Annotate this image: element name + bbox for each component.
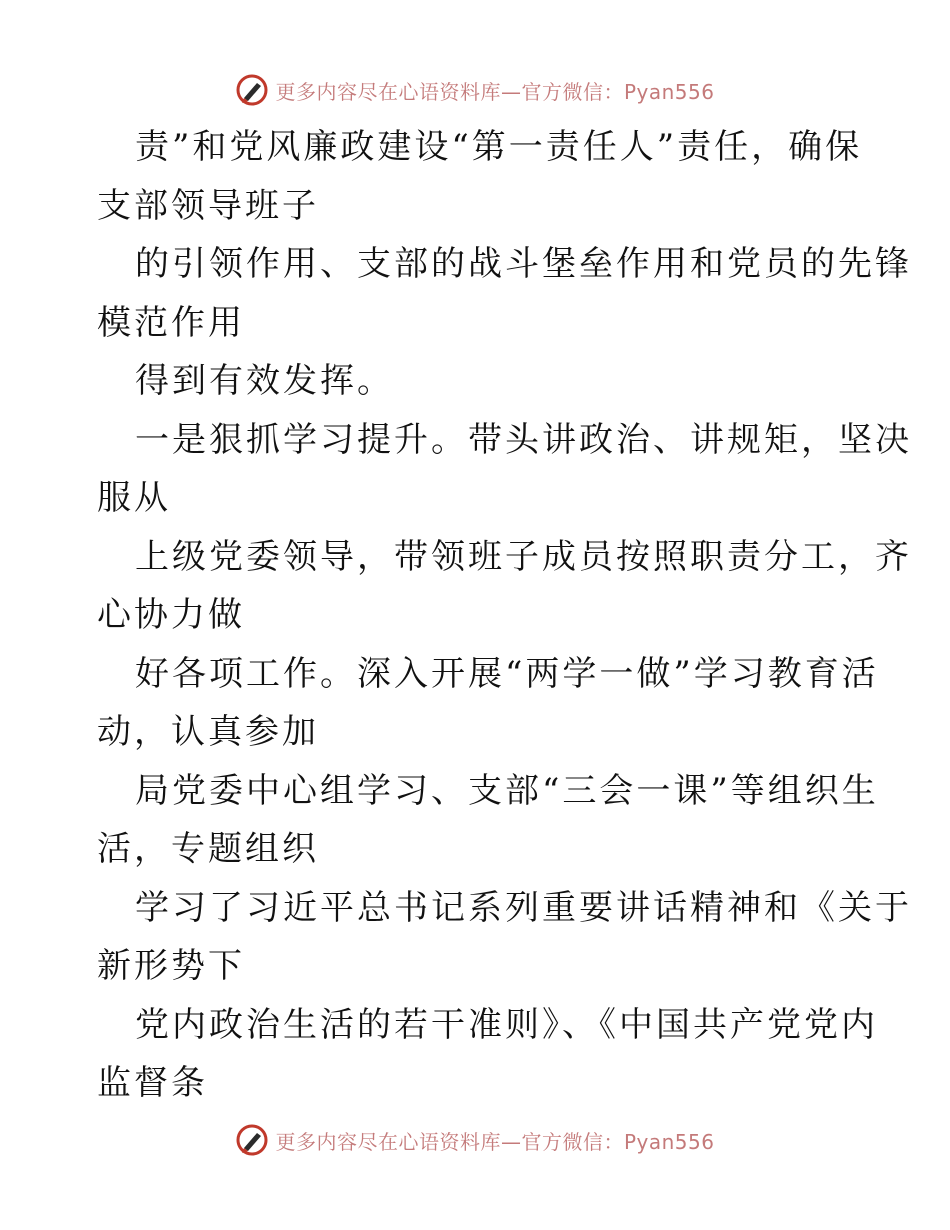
paragraph-continuation: 监督条 — [97, 1063, 208, 1103]
paragraph-line: 责”和党风廉政建设“第一责任人”责任，确保 — [135, 127, 863, 167]
paragraph-continuation: 动，认真参加 — [97, 712, 319, 752]
paragraph — [97, 645, 879, 762]
paragraph-line: 好各项工作。深入开展“两学一做”学习教育活 — [135, 653, 879, 694]
paragraph — [97, 879, 912, 996]
document-body — [97, 118, 912, 1113]
paragraph-continuation: 心协力做 — [97, 595, 245, 635]
header-banner-text: 更多内容尽在心语资料库—官方微信：Pyan556 — [275, 79, 715, 104]
paragraph-line: 得到有效发挥。 — [135, 361, 394, 401]
paragraph-continuation: 支部领导班子 — [97, 185, 319, 226]
footer-banner-text: 更多内容尽在心语资料库—官方微信：Pyan556 — [275, 1129, 715, 1154]
paragraph-continuation: 新形势下 — [97, 946, 245, 986]
paragraph — [97, 762, 879, 879]
paragraph-continuation: 服从 — [97, 478, 171, 518]
paragraph-line: 上级党委领导，带领班子成员按照职责分工，齐 — [135, 536, 912, 577]
paragraph — [97, 528, 912, 645]
paragraph — [97, 352, 857, 411]
paragraph-line: 一是狠抓学习提升。带头讲政治、讲规矩，坚决 — [135, 419, 912, 460]
paragraph-line: 局党委中心组学习、支部“三会一课”等组织生 — [135, 770, 879, 811]
paragraph — [97, 235, 912, 352]
pen-logo-icon — [235, 73, 269, 107]
header-banner — [0, 70, 950, 110]
paragraph-line: 的引领作用、支部的战斗堡垒作用和党员的先锋 — [135, 244, 912, 284]
paragraph-line: 学习了习近平总书记系列重要讲话精神和《关于 — [135, 887, 912, 928]
footer-banner — [0, 1120, 950, 1160]
paragraph — [97, 411, 912, 528]
pen-logo-icon — [235, 1123, 269, 1157]
paragraph-continuation: 活，专题组织 — [97, 829, 319, 869]
paragraph — [97, 118, 863, 235]
paragraph — [97, 996, 878, 1113]
paragraph-continuation: 模范作用 — [97, 302, 245, 343]
paragraph-line: 党内政治生活的若干准则》、《中国共产党党内 — [135, 1004, 878, 1045]
